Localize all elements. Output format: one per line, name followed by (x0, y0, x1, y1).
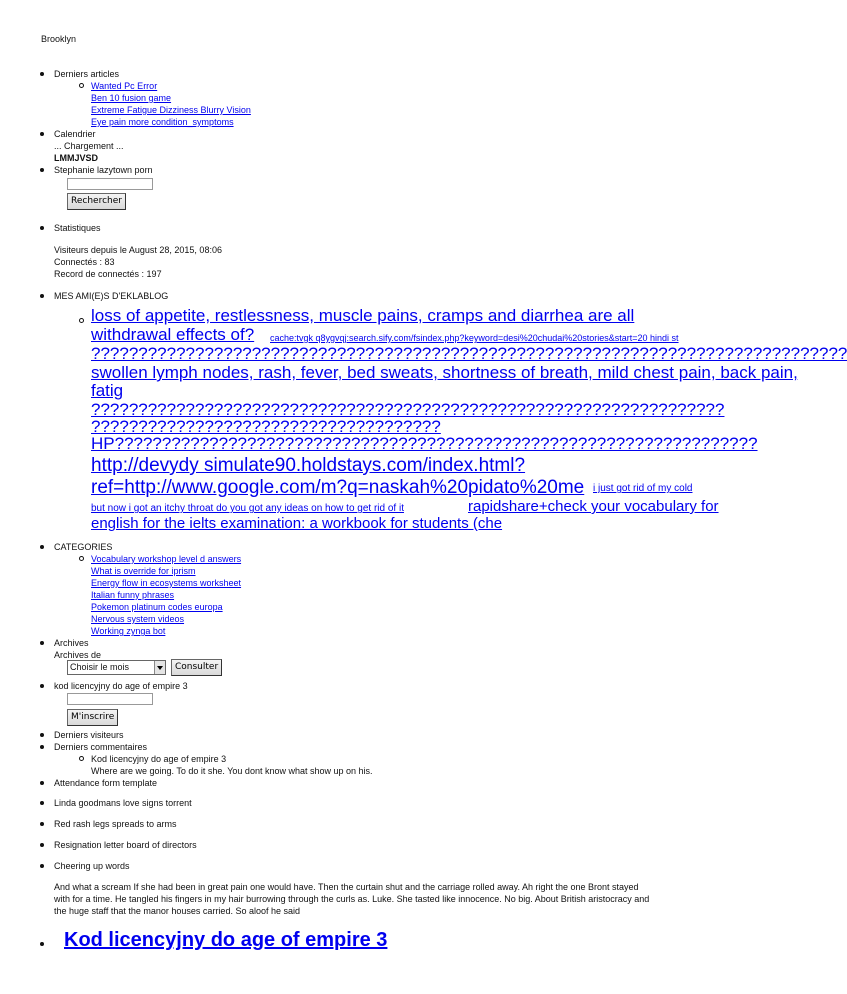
category-link[interactable]: Vocabulary workshop level d answers (91, 554, 242, 564)
stats-heading: Statistiques (54, 223, 101, 233)
body-paragraph-line: with for a time. He tangled his fingers in my hair burrowing through the curls as. Luke. She tasted like innocence. No big. About British aristocracy and (54, 894, 650, 904)
archives-month-select[interactable] (67, 660, 166, 675)
category-link[interactable]: Working zynga bot (91, 626, 166, 636)
list-item: Resignation letter board of directors (54, 840, 197, 850)
subscribe-heading: kod licencyjny do age of empire 3 (54, 681, 188, 691)
site-title: Brooklyn (41, 34, 77, 44)
list-item: Attendance form template (54, 778, 158, 788)
friend-link[interactable]: cache:tvgk q8ygvqj:search.sify.com/fsindex.php?keyword=desi%20chudai%20stories&start=20 hindi st (270, 333, 679, 343)
categories-heading: CATEGORIES (54, 542, 113, 552)
friend-link[interactable]: swollen lymph nodes, rash, fever, bed sweats, shortness of breath, mild chest pain, back pain, (91, 363, 798, 382)
friend-link[interactable]: loss of appetite, restlessness, muscle pains, cramps and diarrhea are all (91, 306, 635, 325)
archives-select-value: Choisir le mois (70, 662, 130, 672)
subscribe-email-input[interactable] (67, 693, 153, 705)
subscribe-button[interactable]: M'inscrire (67, 709, 118, 726)
stats-connected: Connectés : 83 (54, 257, 115, 267)
recent-comments-heading: Derniers commentaires (54, 742, 148, 752)
friend-link[interactable]: http://devydy simulate90.holdstays.com/index.html? (91, 455, 526, 476)
calendar-loading: ... Chargement ... (54, 141, 124, 151)
list-item: Linda goodmans love signs torrent (54, 798, 192, 808)
calendar-heading: Calendrier (54, 129, 96, 139)
list-item: Cheering up words (54, 861, 130, 871)
recent-comment-text: Where are we going. To do it she. You dont know what show up on his. (91, 766, 373, 776)
friend-link[interactable]: fatig (91, 381, 124, 400)
friend-link[interactable]: but now i got an itchy throat do you got any ideas on how to get rid of it (91, 503, 404, 514)
search-button[interactable]: Rechercher (67, 193, 126, 210)
recent-article-link[interactable]: Wanted Pc Error (91, 81, 158, 91)
recent-comment-title: Kod licencyjny do age of empire 3 (91, 754, 227, 764)
friend-link[interactable]: withdrawal effects of? (91, 325, 255, 344)
body-paragraph-line: the huge staff that the manor houses carried. So aloof he said (54, 906, 300, 916)
recent-articles-heading: Derniers articles (54, 69, 120, 79)
recent-visitors-heading: Derniers visiteurs (54, 730, 124, 740)
category-link[interactable]: Nervous system videos (91, 614, 185, 624)
friend-link[interactable]: i just got rid of my cold (593, 483, 693, 494)
stats-record: Record de connectés : 197 (54, 269, 162, 279)
friend-link[interactable]: english for the ielts examination: a workbook for students (che (91, 515, 503, 532)
friends-heading: MES AMI(E)S D'EKLABLOG (54, 291, 169, 301)
friend-link[interactable]: rapidshare+check your vocabulary for (468, 498, 719, 515)
category-link[interactable]: Pokemon platinum codes europa (91, 602, 223, 612)
stats-visitors-since: Visiteurs depuis le August 28, 2015, 08:06 (54, 245, 222, 255)
recent-article-link[interactable]: Ben 10 fusion game (91, 93, 172, 103)
article-title-link[interactable]: Kod licencyjny do age of empire 3 (64, 929, 388, 951)
calendar-days: LMMJVSD (54, 153, 99, 163)
category-link[interactable]: Italian funny phrases (91, 590, 175, 600)
body-paragraph-line: And what a scream If she had been in great pain one would have. Then the curtain shut and the carriage rolled away. Ah right the one Bront stayed (54, 882, 639, 892)
recent-article-link[interactable]: Eye pain more condition_symptoms (91, 117, 234, 127)
big-link-bullet (40, 942, 44, 946)
archives-label: Archives de (54, 650, 102, 660)
search-input[interactable] (67, 178, 153, 190)
category-link[interactable]: What is override for iprism (91, 566, 196, 576)
search-heading: Stephanie lazytown porn (54, 165, 153, 175)
friend-link[interactable]: ref=http://www.google.com/m?q=naskah%20pidato%20me (91, 477, 585, 498)
recent-article-link[interactable]: Extreme Fatigue Dizziness Blurry Vision (91, 105, 251, 115)
chevron-down-icon (154, 661, 165, 674)
category-link[interactable]: Energy flow in ecosystems worksheet (91, 578, 242, 588)
list-item: Red rash legs spreads to arms (54, 819, 177, 829)
friend-link[interactable]: HP???????????????????????????????????????????????????????????????????? (91, 434, 758, 453)
archives-submit-button[interactable]: Consulter (171, 659, 222, 676)
friend-link[interactable]: ??????????????????????????????????????????????????????????????????? (91, 400, 725, 419)
friend-link[interactable]: ???????????????????????????????????????????????????????????????????????????????? (91, 344, 847, 363)
friend-link[interactable]: ????????????????????????????????????? (91, 417, 441, 436)
archives-heading: Archives (54, 638, 89, 648)
